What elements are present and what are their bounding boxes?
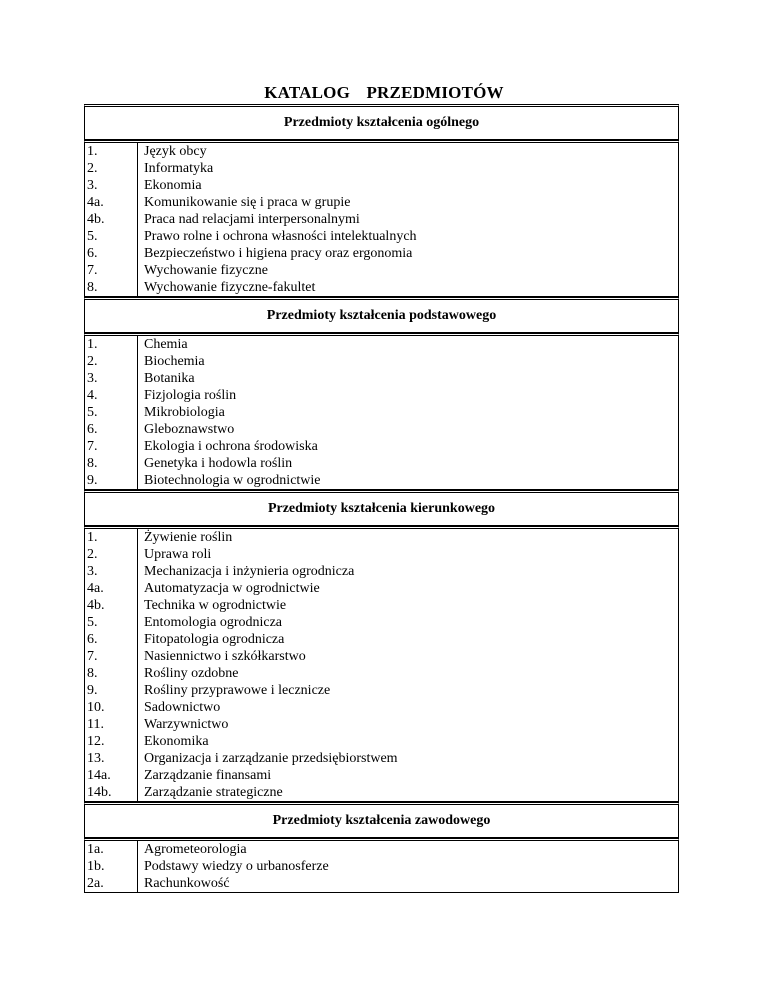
subject-number: 6. [85, 631, 138, 648]
subject-number: 1a. [85, 841, 138, 858]
subject-name: Ekonomika [144, 734, 209, 749]
subject-number: 7. [85, 262, 138, 279]
subject-name: Zarządzanie strategiczne [144, 785, 283, 800]
subject-number: 2. [85, 160, 138, 177]
subject-number: 3. [85, 370, 138, 387]
section-heading: Przedmioty kształcenia podstawowego [84, 297, 679, 333]
subject-name: Mechanizacja i inżynieria ogrodnicza [144, 564, 355, 579]
table-row [85, 733, 678, 750]
table-row [85, 784, 678, 801]
subject-number: 6. [85, 421, 138, 438]
subject-name: Genetyka i hodowla roślin [144, 456, 293, 471]
subject-name: Automatyzacja w ogrodnictwie [144, 581, 320, 596]
subject-name: Ekologia i ochrona środowiska [144, 439, 318, 454]
table-row [85, 245, 678, 262]
subject-number: 2a. [85, 875, 138, 892]
subject-number: 1. [85, 143, 138, 160]
subject-number: 14b. [85, 784, 138, 801]
subject-number: 8. [85, 279, 138, 296]
table-row [85, 404, 678, 421]
subject-name: Rośliny ozdobne [144, 666, 239, 681]
table-row [85, 858, 678, 875]
table-row [85, 597, 678, 614]
subject-number: 7. [85, 438, 138, 455]
subject-name: Komunikowanie się i praca w grupie [144, 195, 351, 210]
subject-number: 5. [85, 228, 138, 245]
table-row [85, 665, 678, 682]
subject-number: 10. [85, 699, 138, 716]
catalog-section [84, 297, 679, 490]
table-row [85, 767, 678, 784]
subject-name: Prawo rolne i ochrona własności intelektualnych [144, 229, 417, 244]
subject-name: Biotechnologia w ogrodnictwie [144, 473, 321, 488]
subject-name: Bezpieczeństwo i higiena pracy oraz ergonomia [144, 246, 413, 261]
catalog-section [84, 490, 679, 802]
subject-name: Warzywnictwo [144, 717, 229, 732]
subject-number: 11. [85, 716, 138, 733]
subject-number: 2. [85, 353, 138, 370]
table-row [85, 546, 678, 563]
subject-number: 9. [85, 682, 138, 699]
subject-name: Wychowanie fizyczne [144, 263, 268, 278]
subject-number: 14a. [85, 767, 138, 784]
subject-name: Podstawy wiedzy o urbanosferze [144, 859, 329, 874]
subject-number: 8. [85, 665, 138, 682]
subject-name: Rachunkowość [144, 876, 230, 891]
catalog-section [84, 104, 679, 297]
table-row [85, 563, 678, 580]
subject-name: Biochemia [144, 354, 205, 369]
subject-number: 6. [85, 245, 138, 262]
subject-name: Technika w ogrodnictwie [144, 598, 287, 613]
subject-name: Entomologia ogrodnicza [144, 615, 283, 630]
subject-name: Informatyka [144, 161, 214, 176]
table-row [85, 421, 678, 438]
subject-name: Wychowanie fizyczne-fakultet [144, 280, 316, 295]
subject-name: Botanika [144, 371, 195, 386]
table-row [85, 648, 678, 665]
subject-name: Zarządzanie finansami [144, 768, 272, 783]
table-row [85, 682, 678, 699]
subject-number: 4a. [85, 194, 138, 211]
table-row [85, 580, 678, 597]
subject-name: Organizacja i zarządzanie przedsiębiorstwem [144, 751, 398, 766]
subject-number: 4a. [85, 580, 138, 597]
subject-name: Rośliny przyprawowe i lecznicze [144, 683, 331, 698]
subject-name: Fitopatologia ogrodnicza [144, 632, 285, 647]
subject-number: 8. [85, 455, 138, 472]
table-row [85, 699, 678, 716]
subject-number: 3. [85, 177, 138, 194]
subject-name: Język obcy [144, 144, 207, 159]
table-row [85, 750, 678, 767]
table-row [85, 262, 678, 279]
table-row [85, 841, 678, 858]
table-row [85, 438, 678, 455]
subject-number: 13. [85, 750, 138, 767]
subject-number: 5. [85, 614, 138, 631]
section-heading: Przedmioty kształcenia ogólnego [84, 104, 679, 140]
section-rows [84, 140, 679, 297]
table-row [85, 370, 678, 387]
table-row [85, 875, 678, 892]
document-title: KATALOG PRZEDMIOTÓW [264, 83, 504, 102]
table-row [85, 160, 678, 177]
table-row [85, 194, 678, 211]
subject-number: 4. [85, 387, 138, 404]
subject-name: Żywienie roślin [144, 530, 233, 545]
section-rows [84, 526, 679, 802]
table-row [85, 472, 678, 489]
table-row [85, 143, 678, 160]
subject-name: Fizjologia roślin [144, 388, 237, 403]
table-row [85, 614, 678, 631]
table-row [85, 631, 678, 648]
subject-number: 3. [85, 563, 138, 580]
subject-number: 5. [85, 404, 138, 421]
subject-number: 1. [85, 336, 138, 353]
catalog-section [84, 802, 679, 893]
subject-number: 4b. [85, 597, 138, 614]
table-row [85, 336, 678, 353]
subject-number: 4b. [85, 211, 138, 228]
subject-number: 9. [85, 472, 138, 489]
subject-name: Mikrobiologia [144, 405, 225, 420]
subject-number: 1b. [85, 858, 138, 875]
table-row [85, 279, 678, 296]
subject-name: Chemia [144, 337, 188, 352]
subject-name: Gleboznawstwo [144, 422, 235, 437]
subject-name: Nasiennictwo i szkółkarstwo [144, 649, 306, 664]
table-row [85, 228, 678, 245]
subject-number: 1. [85, 529, 138, 546]
subject-catalog-table [84, 104, 679, 893]
table-row [85, 529, 678, 546]
subject-number: 7. [85, 648, 138, 665]
table-row [85, 716, 678, 733]
section-heading: Przedmioty kształcenia zawodowego [84, 802, 679, 838]
table-row [85, 353, 678, 370]
section-rows [84, 333, 679, 490]
table-row [85, 387, 678, 404]
section-heading: Przedmioty kształcenia kierunkowego [84, 490, 679, 526]
subject-name: Agrometeorologia [144, 842, 247, 857]
section-rows [84, 838, 679, 893]
subject-name: Sadownictwo [144, 700, 221, 715]
table-row [85, 211, 678, 228]
subject-number: 2. [85, 546, 138, 563]
subject-number: 12. [85, 733, 138, 750]
subject-name: Uprawa roli [144, 547, 212, 562]
table-row [85, 455, 678, 472]
subject-name: Praca nad relacjami interpersonalnymi [144, 212, 360, 227]
subject-name: Ekonomia [144, 178, 202, 193]
table-row [85, 177, 678, 194]
